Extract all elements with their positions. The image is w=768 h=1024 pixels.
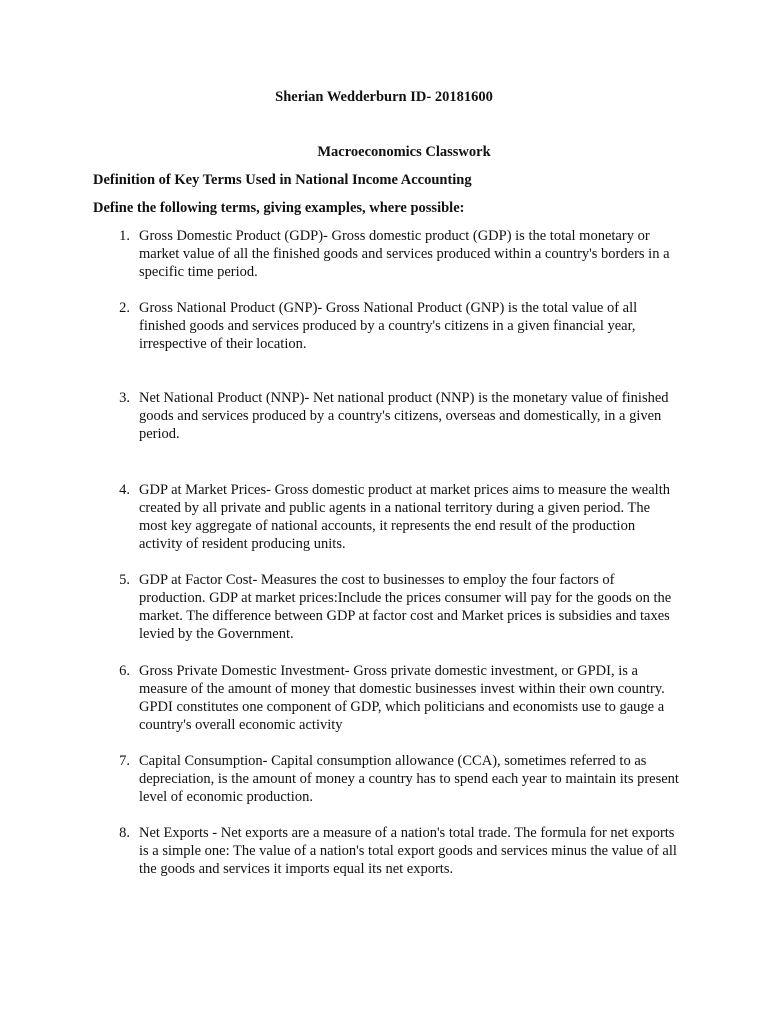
course-title: Macroeconomics Classwork [317,144,491,160]
list-item-number: 1. [119,228,130,244]
list-item-number: 7. [119,753,130,769]
list-item-number: 5. [119,572,130,588]
list-item-number: 8. [119,825,130,841]
list-item-text: Gross National Product (GNP)- Gross National Product (GNP) is the total value of all finished goods and services produced by a country's citizens in a given financial year, irrespective of their location. [139,300,638,352]
list-item-number: 3. [119,390,130,406]
list-item-text: GDP at Factor Cost- Measures the cost to businesses to employ the four factors of production. GDP at market prices:Include the prices consumer will pay for the goods on the market. The difference between GDP at factor cost and Market prices is subsidies and taxes levied by the Government. [139,572,672,642]
list-item-text: GDP at Market Prices- Gross domestic product at market prices aims to measure the wealth created by all private and public agents in a national territory during a given period. The most key aggregate of national accounts, it represents the end result of the production activity of resident producing units. [139,482,670,552]
definition-heading: Definition of Key Terms Used in National Income Accounting [93,172,472,188]
list-item-number: 6. [119,663,130,679]
list-item-text: Gross Domestic Product (GDP)- Gross domestic product (GDP) is the total monetary or market value of all the finished goods and services produced within a country's borders in a specific time period. [139,228,670,280]
list-item-text: Net Exports - Net exports are a measure of a nation's total trade. The formula for net exports is a simple one: The value of a nation's total export goods and services minus the value of all the goods and services it imports equal its net exports. [139,825,677,877]
list-item-text: Gross Private Domestic Investment- Gross private domestic investment, or GPDI, is a measure of the amount of money that domestic businesses invest within their own country. GPDI constitutes one component of GDP, which politicians and economists use to gauge a country's overall economic activity [139,663,665,733]
list-item-text: Capital Consumption- Capital consumption allowance (CCA), sometimes referred to as depreciation, is the amount of money a country has to spend each year to maintain its present level of economic production. [139,753,679,805]
author-id-line: Sherian Wedderburn ID- 20181600 [275,89,493,105]
list-item-number: 4. [119,482,130,498]
list-item-text: Net National Product (NNP)- Net national product (NNP) is the monetary value of finished goods and services produced by a country's citizens, overseas and domestically, in a given period. [139,390,669,442]
list-item-number: 2. [119,300,130,316]
instruction-heading: Define the following terms, giving examples, where possible: [93,200,465,216]
